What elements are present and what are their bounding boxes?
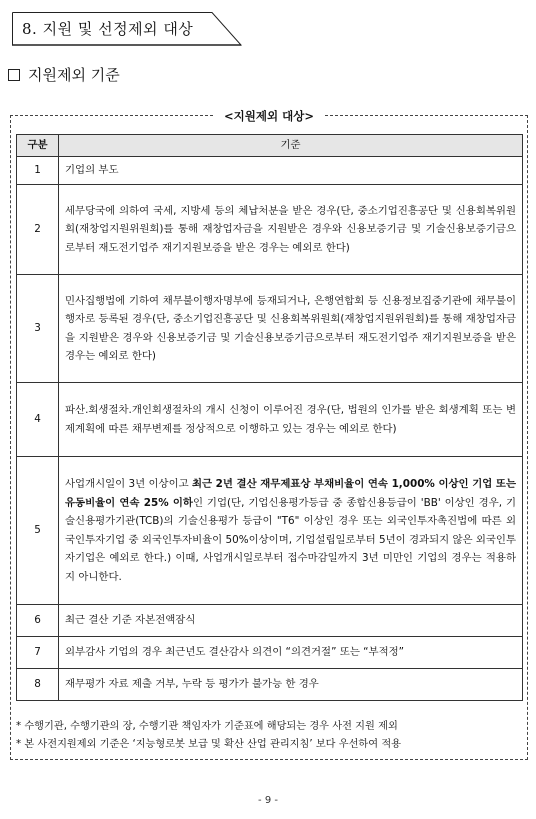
row-criteria <box>59 157 523 185</box>
table-row <box>17 637 523 669</box>
header-no: 구분 <box>17 135 59 157</box>
row-criteria <box>59 275 523 383</box>
header-criteria: 기준 <box>59 135 523 157</box>
row-number: 3 <box>17 275 59 383</box>
row-criteria <box>59 669 523 701</box>
table-row <box>17 669 523 701</box>
row-criteria <box>59 383 523 457</box>
row-number: 1 <box>17 157 59 185</box>
criteria-text: 외부감사 기업의 경우 최근년도 결산감사 의견이 “의견거절” 또는 “부적정” <box>65 646 405 659</box>
note-line: * 본 사전지원제외 기준은 ‘지능형로봇 보급 및 확산 산업 관리지침’ 보다 우선하여 적용 <box>16 739 402 750</box>
criteria-text: 파산.회생절차.개인회생절차의 개시 신청이 이루어진 경우(단, 법원의 인가를 받은 회생계획 또는 변제계획에 따른 채무변제를 정상적으로 이행하고 있는 경우는 예외로 한다) <box>65 404 516 435</box>
table-row <box>17 383 523 457</box>
table-row <box>17 157 523 185</box>
criteria-text: 기업의 부도 <box>65 164 119 177</box>
table-row <box>17 275 523 383</box>
row-criteria <box>59 637 523 669</box>
table-row <box>17 185 523 275</box>
frame-title-wrap <box>10 107 528 125</box>
subtitle-text: 지원제외 기준 <box>28 66 120 84</box>
criteria-text: 최근 결산 기준 자본전액잠식 <box>65 614 196 627</box>
row-number: 4 <box>17 383 59 457</box>
criteria-text: 사업개시일이 3년 이상이고 <box>65 478 192 490</box>
row-criteria <box>59 457 523 605</box>
row-number: 2 <box>17 185 59 275</box>
row-number: 8 <box>17 669 59 701</box>
criteria-table <box>16 134 523 701</box>
page-number: - 9 - <box>258 795 278 806</box>
section-header <box>12 12 242 46</box>
section-title: 8. 지원 및 선정제외 대상 <box>22 20 194 38</box>
criteria-text: 민사집행법에 기하여 채무불이행자명부에 등재되거나, 은행연합회 등 신용정보집중기관에 채무불이행자로 등록된 경우(단, 중소기업진흥공단 및 신용회복위원회(재창업지원위원회)를 통해 재창업자금을 지원받은 경우와 신용보증기금 및 기술신용보증기금으로부터 재도전기업주 재기지원보증을 받은 경우는 예외로 한다) <box>65 294 516 362</box>
criteria-text: 인 기업(단, 기업신용평가등급 중 종합신용등급이 'BB' 이상인 경우, 기술신용평가기관(TCB)의 기술신용평가 등급이 "T6" 이상인 경우 또는 외국인투자촉진법에 따른 외국인투자기업 중 외국인투자비율이 50%이상이며, 기업설립일로부터 5년이 경과되지 않은 외국인투자기업은 예외로 한다.) 이때, 사업개시일로부터 접수마감일까지 3년 미만인 기업의 경우는 적용하지 아니한다. <box>65 496 516 583</box>
row-number: 6 <box>17 605 59 637</box>
table-row <box>17 605 523 637</box>
table-row <box>17 457 523 605</box>
table-body <box>17 157 523 701</box>
note-line: * 수행기관, 수행기관의 장, 수행기관 책임자가 기준표에 해당되는 경우 사전 지원 제외 <box>16 721 398 732</box>
subtitle <box>8 64 120 85</box>
row-criteria <box>59 185 523 275</box>
table-title: <지원제외 대상> <box>214 107 324 125</box>
criteria-text: 세무당국에 의하여 국세, 지방세 등의 체납처분을 받은 경우(단, 중소기업진흥공단 및 신용회복위원회(재창업지원위원회)를 통해 재창업자금을 지원받은 경우와 신용보증기금 및 기술신용보증기금으로부터 재도전기업주 재기지원보증을 받은 경우는 예외로 한다) <box>65 204 516 254</box>
notes <box>16 718 522 754</box>
row-number: 7 <box>17 637 59 669</box>
square-bullet-icon <box>8 69 20 81</box>
row-criteria <box>59 605 523 637</box>
table-header-row <box>17 135 523 157</box>
row-number: 5 <box>17 457 59 605</box>
criteria-text: 재무평가 자료 제출 거부, 누락 등 평가가 불가능 한 경우 <box>65 678 319 691</box>
criteria-text-bold: 최근 2년 결산 재무제표상 부채비율이 연속 1,000% 이상인 기업 또는 유동비율이 연속 25% 이하 <box>65 478 516 509</box>
